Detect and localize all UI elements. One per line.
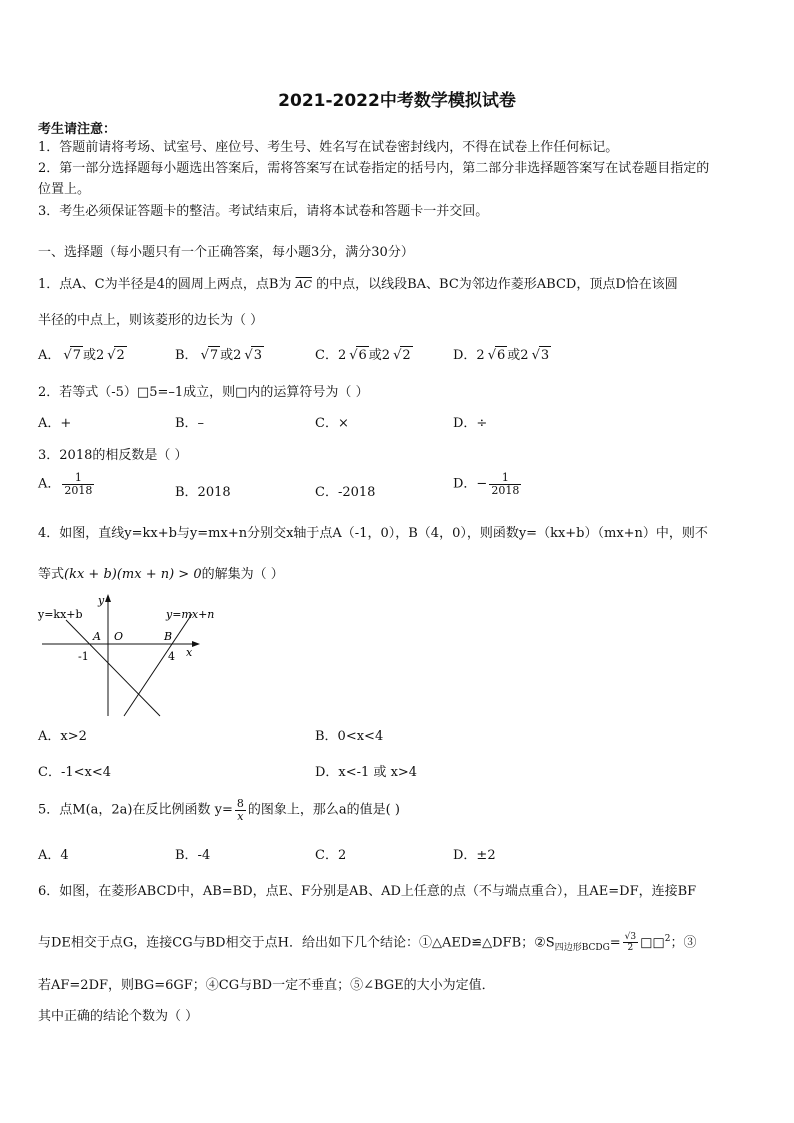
q1-option-b[interactable]: B． √ 7 或2 √ 3 <box>175 346 264 365</box>
q2-option-a[interactable]: A．+ <box>38 416 72 431</box>
q6-line2: 与DE相交于点G，连接CG与BD相交于点H．给出如下几个结论：①△AED≌△DFB；$②S_{四边形BCDG}=$ $\frac{√3}{2}$ □□$^2$；③ <box>38 932 697 954</box>
label-B: B <box>164 630 173 643</box>
q1-line2: 半径的中点上，则该菱形的边长为（ ） <box>38 313 264 328</box>
q3-option-c[interactable]: C．-2018 <box>315 485 376 500</box>
label-y-kx-b: y=kx+b <box>38 608 83 621</box>
label-x: x <box>186 646 193 659</box>
q1-option-a[interactable]: A． √ 7 或2 √ 2 <box>38 346 127 365</box>
label-y: y <box>98 594 105 607</box>
q1-text-b: 的中点，以线段BA、BC为邻边作菱形ABCD，顶点D恰在该圆 <box>316 277 678 292</box>
page-title: 2021-2022中考数学模拟试卷 <box>278 91 516 111</box>
label-O: O <box>114 630 124 643</box>
q6-line1: 6．如图，在菱形ABCD中，AB=BD，点E、F分别是AB、AD上任意的点（不与端点重合），且AE=DF，连接BF <box>38 884 697 899</box>
q5-option-b[interactable]: B．-4 <box>175 848 211 863</box>
notice-item-2: 2．第一部分选择题每小题选出答案后，需将答案写在试卷指定的括号内，第二部分非选择题答案写在试卷题目指定的 <box>38 161 710 176</box>
q2-stem: 2．若等式（-5）□5=–1成立，则□内的运算符号为（ ） <box>38 385 369 400</box>
q4-option-a[interactable]: A．x>2 <box>38 729 87 744</box>
q2-option-c[interactable]: C．× <box>315 416 349 431</box>
notice-item-1: 1．答题前请将考场、试室号、座位号、考生号、姓名写在试卷密封线内，不得在试卷上作任何标记。 <box>38 140 619 155</box>
q5-option-d[interactable]: D．±2 <box>453 848 496 863</box>
line-kx-b <box>66 620 160 716</box>
q4-line2: 等式(kx + b)(mx + n) > 0的解集为（ ） <box>38 567 284 582</box>
notice-item-3: 3．考生必须保证答题卡的整洁。考试结束后，请将本试卷和答题卡一并交回。 <box>38 204 489 219</box>
q6-line3: 若AF=2DF，则BG=6GF；④CG与BD一定不垂直；⑤∠BGE的大小为定值． <box>38 978 495 993</box>
q1-option-c[interactable]: C．2 √ 6 或2 √ 2 <box>315 346 413 365</box>
x-axis-arrow <box>192 641 200 647</box>
q2-option-b[interactable]: B．– <box>175 416 205 431</box>
q5-stem: 5．点M(a，2a)在反比例函数 y= $\frac{8}{x}$ 的图象上，那么a的值是( ) <box>38 797 400 823</box>
q3-stem: 3．2018的相反数是（ ） <box>38 448 188 463</box>
section-heading: 一、选择题（每小题只有一个正确答案，每小题3分，满分30分） <box>38 245 414 260</box>
q6-line4: 其中正确的结论个数为（ ） <box>38 1009 199 1024</box>
tick-4: 4 <box>168 650 175 663</box>
q4-inequality: (kx + b)(mx + n) > 0 <box>64 567 202 582</box>
tick-neg-1: -1 <box>78 650 89 663</box>
q4-option-d[interactable]: D．x<-1 或 x>4 <box>315 765 418 780</box>
label-y-mx-n: y=mx+n <box>166 608 215 621</box>
q4-option-c[interactable]: C．-1<x<4 <box>38 765 111 780</box>
label-A: A <box>93 630 101 643</box>
q3-option-b[interactable]: B．2018 <box>175 485 231 500</box>
q1-arc-ac: $\overline{AC}$ <box>295 278 312 291</box>
notice-item-2-cont: 位置上。 <box>38 182 91 197</box>
q5-option-c[interactable]: C．2 <box>315 848 347 863</box>
q2-option-d[interactable]: D．÷ <box>453 416 488 431</box>
notice-heading: 考生请注意： <box>38 122 117 137</box>
q1-option-d[interactable]: D．2 √ 6 或2 √ 3 <box>453 346 551 365</box>
q3-option-d[interactable]: D．− $\frac{1}{2018}$ <box>453 471 520 497</box>
q1-text-a: 1．点A、C为半径是4的圆周上两点，点B为 <box>38 277 292 292</box>
q4-graph <box>36 592 236 720</box>
q5-option-a[interactable]: A．4 <box>38 848 69 863</box>
q4-line1: 4．如图，直线y=kx+b与y=mx+n分别交x轴于点A（-1，0），B（4，0），则函数y=（kx+b）（mx+n）中，则不 <box>38 526 708 541</box>
y-axis-arrow <box>105 594 111 602</box>
q3-option-a[interactable]: A． $\frac{1}{2018}$ <box>38 471 93 497</box>
q1-line1 <box>38 276 678 294</box>
q4-option-b[interactable]: B．0<x<4 <box>315 729 384 744</box>
line-mx-n <box>124 614 192 716</box>
